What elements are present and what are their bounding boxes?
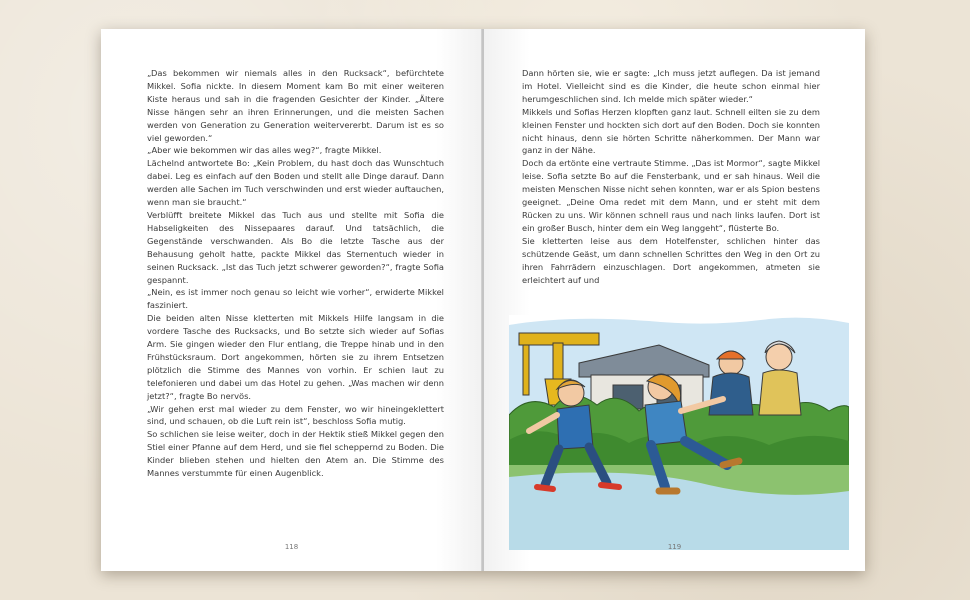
left-page-text bbox=[147, 67, 444, 480]
paragraph: Doch da ertönte eine vertraute Stimme. „Das ist Mormor“, sagte Mikkel leise. Sofia setzte Bo auf die Fensterbank, und er sah hinaus. Weil die meisten Menschen Nisse nicht sehen konnten, war er als Spion bestens geeignet. „Deine Oma redet mit dem Mann, und er steht mit dem Rücken zu uns. Wir können schnell raus und nach links laufen. Dort ist ein großer Busch, hinter dem ein Weg langgeht“, flüsterte Bo. bbox=[522, 158, 820, 233]
open-book bbox=[101, 29, 865, 571]
page-number-right: 119 bbox=[667, 543, 682, 551]
paragraph: Lächelnd antwortete Bo: „Kein Problem, du hast doch das Wunschtuch dabei. Leg es einfach auf den Boden und stellt alle Dinge darauf. Dann werden alle Sachen im Tuch verschwinden und erst wieder auftauchen, wenn man sie braucht.“ bbox=[147, 158, 444, 208]
right-page bbox=[484, 29, 865, 571]
paragraph: „Nein, es ist immer noch genau so leicht wie vorher“, erwiderte Mikkel fasziniert. bbox=[147, 287, 444, 311]
paragraph: Mikkels und Sofias Herzen klopften ganz laut. Schnell eilten sie zu dem kleinen Fenster und hockten sich dort auf den Boden. Doch sie konnten nicht hinaus, denn sie hörten Schritte näherkommen. Der Mann war ganz in der Nähe. bbox=[522, 106, 820, 156]
paragraph: Die beiden alten Nisse kletterten mit Mikkels Hilfe langsam in die vordere Tasche des Rucksacks, und Bo setzte sich wieder auf Sofias Arm. Sie gingen wieder den Flur entlang, die Treppe hinab und in den Frühstücksraum. Dort angekommen, hörten sie zu ihrem Entsetzen plötzlich die Stimme des Mannes von vorhin. Er schien laut zu telefonieren und dabei um das Hotel zu gehen. „Was machen wir denn jetzt?“, fragte Bo nervös. bbox=[147, 313, 444, 401]
paragraph: So schlichen sie leise weiter, doch in der Hektik stieß Mikkel gegen den Stiel einer Pfanne auf dem Herd, und sie fiel scheppernd zu Boden. Die Kinder blieben stehen und hielten den Atem an. Die Stimme des Mannes verstummte für einen Augenblick. bbox=[147, 429, 444, 479]
paragraph: Sie kletterten leise aus dem Hotelfenster, schlichen hinter das schützende Geäst, um dann schnellen Schrittes den Weg in den Ort zu ihren Fahrrädern einzuschlagen. Dort angekommen, atmeten sie erleichtert auf und bbox=[522, 235, 820, 285]
paragraph: Verblüfft breitete Mikkel das Tuch aus und stellte mit Sofia die Habseligkeiten des Nissepaares darauf. Und tatsächlich, die Gegenstände verschwanden. Als Bo die letzte Tasche aus der Behausung geholt hatte, packte Mikkel das Sternentuch wieder in seinen Rucksack. „Ist das Tuch jetzt schwerer geworden?“, fragte Sofia gespannt. bbox=[147, 209, 444, 285]
paragraph: „Aber wie bekommen wir das alles weg?“, fragte Mikkel. bbox=[147, 145, 382, 156]
paragraph: Dann hörten sie, wie er sagte: „Ich muss jetzt auflegen. Da ist jemand im Hotel. Vielleicht sind es die Kinder, die heute schon einmal hier herumgeschlichen sind. Ich melde mich später wieder.“ bbox=[522, 68, 820, 104]
right-page-text bbox=[522, 67, 820, 286]
left-page bbox=[101, 29, 482, 571]
paragraph: „Das bekommen wir niemals alles in den Rucksack“, befürchtete Mikkel. Sofia nickte. In diesem Moment kam Bo mit einer weiteren Kiste heraus und sah in die fragenden Gesichter der Kinder. „Ältere Nisse hängen sehr an ihren Erinnerungen, und die meisten Sachen werden von Generation zu Generation weitervererbt. Darum ist es so viel geworden.“ bbox=[147, 68, 444, 143]
grandma bbox=[759, 341, 801, 415]
story-illustration bbox=[509, 315, 849, 550]
page-number-left: 118 bbox=[284, 543, 299, 551]
paragraph: „Wir gehen erst mal wieder zu dem Fenster, wo wir hineingeklettert sind, und schauen, ob die Luft rein ist“, beschloss Sofia mutig. bbox=[147, 403, 444, 427]
